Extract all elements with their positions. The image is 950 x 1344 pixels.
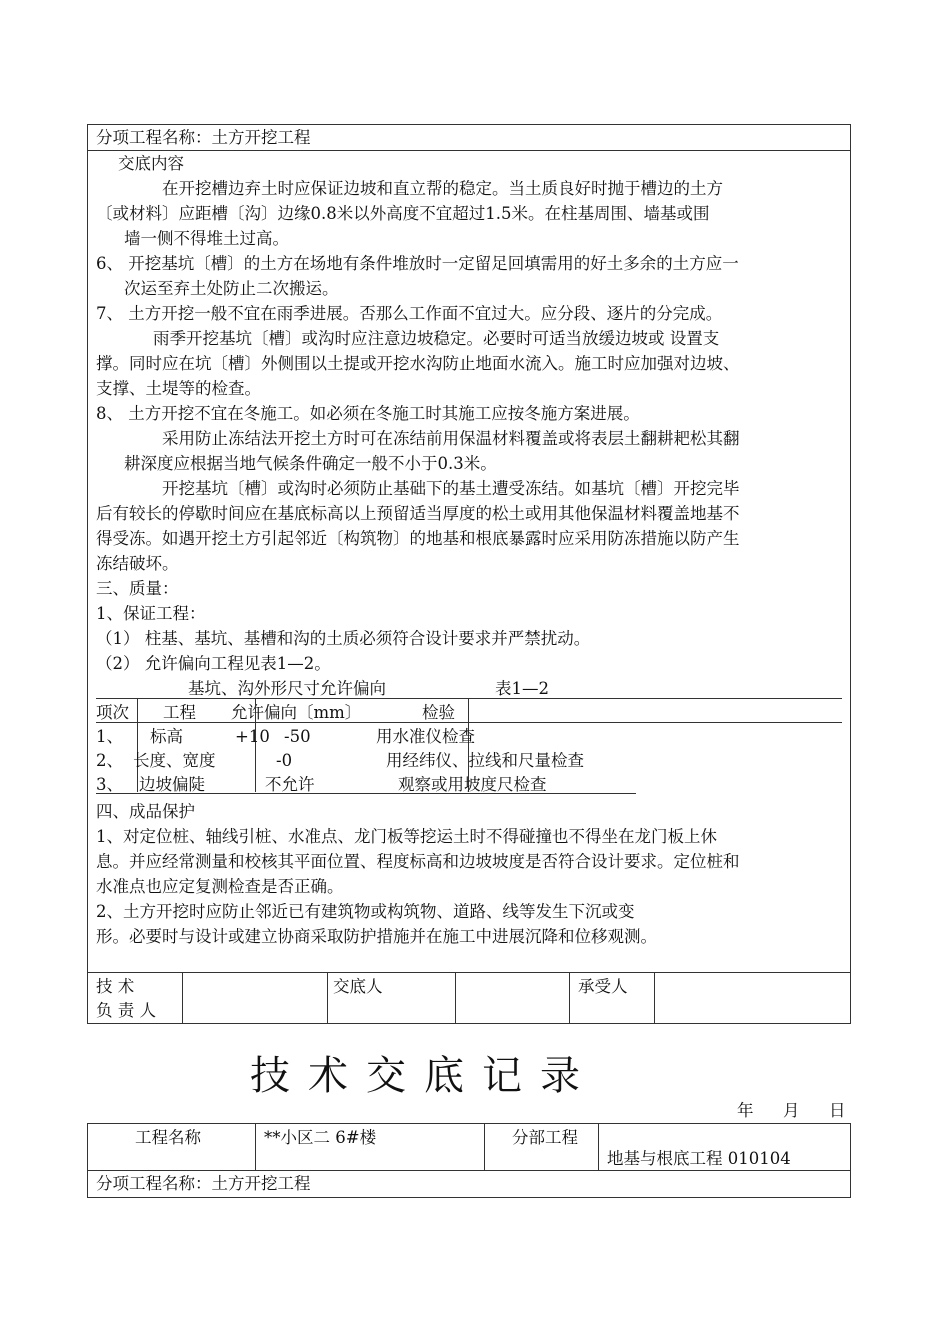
date-month: 月 (783, 1101, 800, 1120)
body-line: 撑。同时应在坑〔槽〕外侧围以土提或开挖水沟防止地面水流入。施工时应加强对边坡、 (96, 354, 740, 373)
sign-row-divider (87, 972, 851, 973)
table-header-method: 检验 (422, 703, 455, 722)
table-col-divider (137, 698, 138, 792)
body-line: 8、 土方开挖不宜在冬施工。如必须在冬施工时其施工应按冬施方案进展。 (96, 404, 640, 423)
record-title: 技术交底记录 (250, 1053, 598, 1099)
body-line: 2、土方开挖时应防止邻近已有建筑物或构筑物、道路、线等发生下沉或变 (96, 902, 635, 921)
table-row-3-tolerance: 不允许 (265, 775, 315, 794)
body-line: 得受冻。如遇开挖土方引起邻近〔构筑物〕的地基和根底暴露时应采用防冻措施以防产生 (96, 529, 740, 548)
date-year: 年 (737, 1101, 754, 1120)
body-line: 采用防止冻结法开挖土方时可在冻结前用保温材料覆盖或将表层土翻耕耙松其翻 (162, 429, 740, 448)
record-col-divider (598, 1123, 599, 1170)
body-line: 开挖基坑〔槽〕或沟时必须防止基础下的基土遭受冻结。如基坑〔槽〕开挖完毕 (162, 479, 740, 498)
record-col-divider (255, 1123, 256, 1170)
subitem-name-bottom: 分项工程名称：土方开挖工程 (96, 1174, 311, 1193)
table-row-3-index: 3、 (96, 775, 123, 794)
table-header-item: 工程 (163, 703, 196, 722)
table-top-rule (96, 698, 842, 699)
project-name-label: 工程名称 (135, 1128, 201, 1147)
table-row-1-method: 用水准仪检查 (376, 727, 475, 746)
table-row-2-tolerance: -0 (276, 751, 293, 770)
body-line: 支撑、土堤等的检查。 (96, 379, 261, 398)
table-row-3-method: 观察或用坡度尺检查 (398, 775, 547, 794)
table-row-1-item: 标高 (150, 727, 183, 746)
table-row-2-method: 用经纬仪、拉线和尺量检查 (386, 751, 584, 770)
body-line: 息。并应经常测量和校核其平面位置、程度标高和边坡坡度是否符合设计要求。定位桩和 (96, 852, 740, 871)
tech-lead-label-line2: 负 责 人 (96, 1001, 156, 1020)
body-line: （1） 柱基、基坑、基槽和沟的土质必须符合设计要求并严禁扰动。 (96, 629, 591, 648)
body-line: 水准点也应定复测检查是否正确。 (96, 877, 344, 896)
body-line: 6、 开挖基坑〔槽〕的土方在场地有条件堆放时一定留足回填需用的好土多余的土方应一 (96, 254, 739, 273)
division-label: 分部工程 (512, 1128, 578, 1147)
subitem-name: 分项工程名称：土方开挖工程 (96, 128, 311, 147)
body-line: 1、对定位桩、轴线引桩、水准点、龙门板等挖运土时不得碰撞也不得坐在龙门板上休 (96, 827, 717, 846)
body-line: 形。必要时与设计或建立协商采取防护措施并在施工中进展沉降和位移观测。 (96, 927, 657, 946)
body-line: 冻结破坏。 (96, 554, 179, 573)
presenter-label: 交底人 (333, 977, 383, 996)
table-header-index: 项次 (96, 703, 129, 722)
receiver-label: 承受人 (578, 977, 628, 996)
body-line: 墙一侧不得堆土过高。 (124, 229, 289, 248)
tech-lead-label-line1: 技 术 (96, 977, 135, 996)
table-row-1-index: 1、 (96, 727, 123, 746)
body-line: 次运至弃土处防止二次搬运。 (124, 279, 339, 298)
table-row-1-plus: +10 (235, 727, 270, 746)
table-row-2-index: 2、 (96, 751, 123, 770)
sign-col-divider (327, 972, 328, 1024)
record-col-divider (484, 1123, 485, 1170)
body-line: 后有较长的停歇时间应在基底标高以上预留适当厚度的松土或用其他保温材料覆盖地基不 (96, 504, 740, 523)
division-value: 地基与根底工程 010104 (607, 1149, 791, 1168)
body-line: 〔或材料〕应距槽〔沟〕边缘0.8米以外高度不宜超过1.5米。在柱基周围、墙基或围 (96, 204, 710, 223)
table-row-1-minus: -50 (284, 727, 311, 746)
table-row-2-item: 长度、宽度 (133, 751, 216, 770)
project-name-value: **小区二 6#楼 (264, 1128, 377, 1147)
header-divider (87, 150, 851, 151)
table-number: 表1—2 (495, 679, 549, 698)
body-line: 1、保证工程： (96, 604, 206, 623)
body-line: 雨季开挖基坑〔槽〕或沟时应注意边坡稳定。必要时可适当放缓边坡或 设置支 (153, 329, 720, 348)
body-line: 耕深度应根据当地气候条件确定一般不小于0.3米。 (124, 454, 497, 473)
body-line: 7、 土方开挖一般不宜在雨季进展。否那么工作面不宜过大。应分段、逐片的分完成。 (96, 304, 723, 323)
body-line: （2） 允许偏向工程见表1—2。 (96, 654, 331, 673)
table-bottom-rule (96, 793, 636, 794)
table-header-rule (96, 722, 842, 723)
table-header-tolerance: 允许偏向〔mm〕 (231, 703, 362, 722)
sign-col-divider (455, 972, 456, 1024)
sign-col-divider (182, 972, 183, 1024)
table-row-3-item: 边坡偏陡 (139, 775, 205, 794)
table-caption: 基坑、沟外形尺寸允许偏向 (188, 679, 386, 698)
date-day: 日 (829, 1101, 846, 1120)
body-line: 在开挖槽边弃土时应保证边坡和直立帮的稳定。当土质良好时抛于槽边的土方 (162, 179, 723, 198)
body-line: 三、质量： (96, 579, 179, 598)
body-line: 四、成品保护 (96, 802, 195, 821)
sign-col-divider (654, 972, 655, 1024)
sign-col-divider (569, 972, 570, 1024)
content-heading: 交底内容 (118, 154, 184, 173)
